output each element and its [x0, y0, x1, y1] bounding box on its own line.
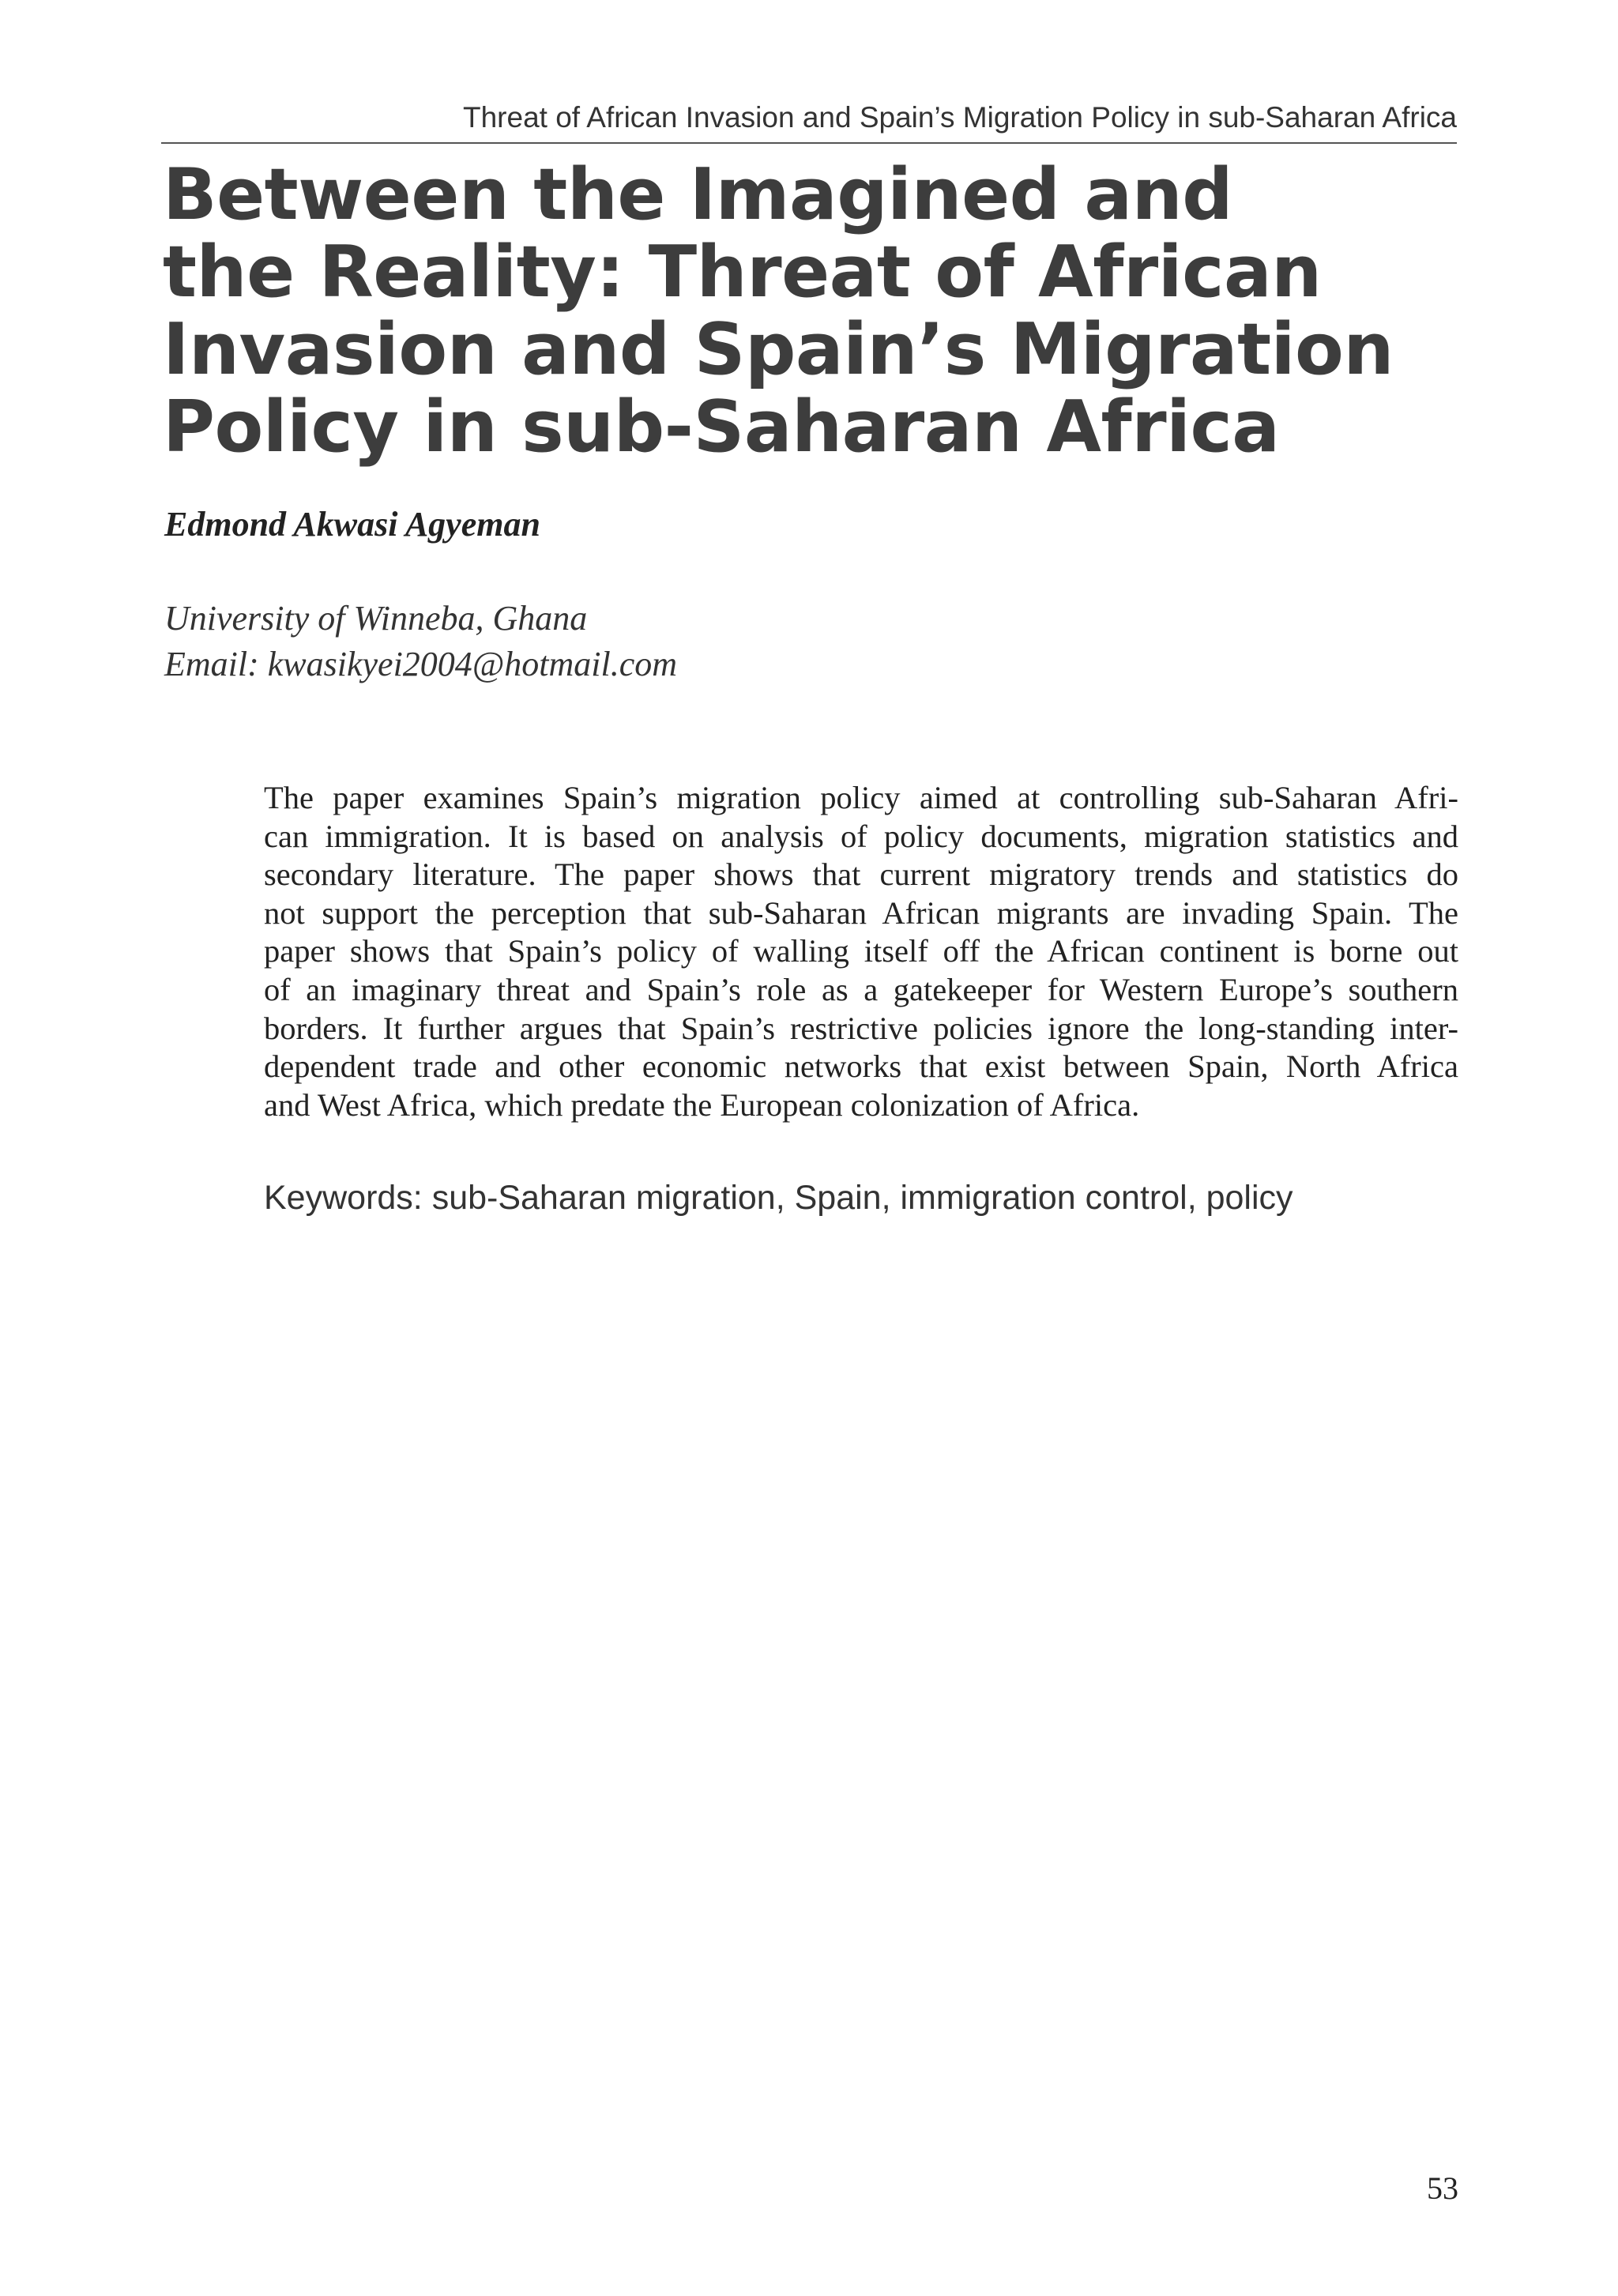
- abstract-line: not support the perception that sub-Saharan African migrants are invading Spain. The: [264, 894, 1458, 931]
- abstract-line: and West Africa, which predate the European colonization of Africa.: [264, 1086, 1140, 1123]
- abstract-line: of an imaginary threat and Spain’s role as a gatekeeper for Western Europe’s southern: [264, 971, 1458, 1007]
- abstract-line: can immigration. It is based on analysis of policy documents, migration statistics and: [264, 818, 1458, 854]
- keywords: Keywords: sub-Saharan migration, Spain, immigration control, policy: [264, 1179, 1293, 1217]
- page-number: 53: [1427, 2170, 1458, 2206]
- title-line: the Reality: Threat of African: [163, 231, 1322, 314]
- affiliation-block: [164, 596, 677, 687]
- abstract-line: secondary literature. The paper shows that current migratory trends and statistics do: [264, 856, 1458, 893]
- abstract-line: borders. It further argues that Spain’s restrictive policies ignore the long-standing inter-: [264, 1010, 1458, 1046]
- running-header: Threat of African Invasion and Spain’s Migration Policy in sub-Saharan Africa: [161, 98, 1457, 144]
- title-line: Between the Imagined and: [163, 153, 1233, 236]
- abstract-line: dependent trade and other economic networks that exist between Spain, North Africa: [264, 1048, 1458, 1085]
- abstract-line: The paper examines Spain’s migration policy aimed at controlling sub-Saharan Afri-: [264, 780, 1458, 815]
- author-name: Edmond Akwasi Agyeman: [164, 505, 540, 544]
- abstract-line: paper shows that Spain’s policy of walling itself off the African continent is borne out: [264, 933, 1458, 969]
- title-line: Policy in sub-Saharan Africa: [163, 386, 1280, 469]
- title-line: Invasion and Spain’s Migration: [163, 308, 1394, 391]
- article-title: [163, 153, 1458, 469]
- institution: University of Winneba, Ghana: [164, 599, 588, 638]
- abstract: [264, 779, 1458, 1124]
- author-email: Email: kwasikyei2004@hotmail.com: [164, 645, 678, 683]
